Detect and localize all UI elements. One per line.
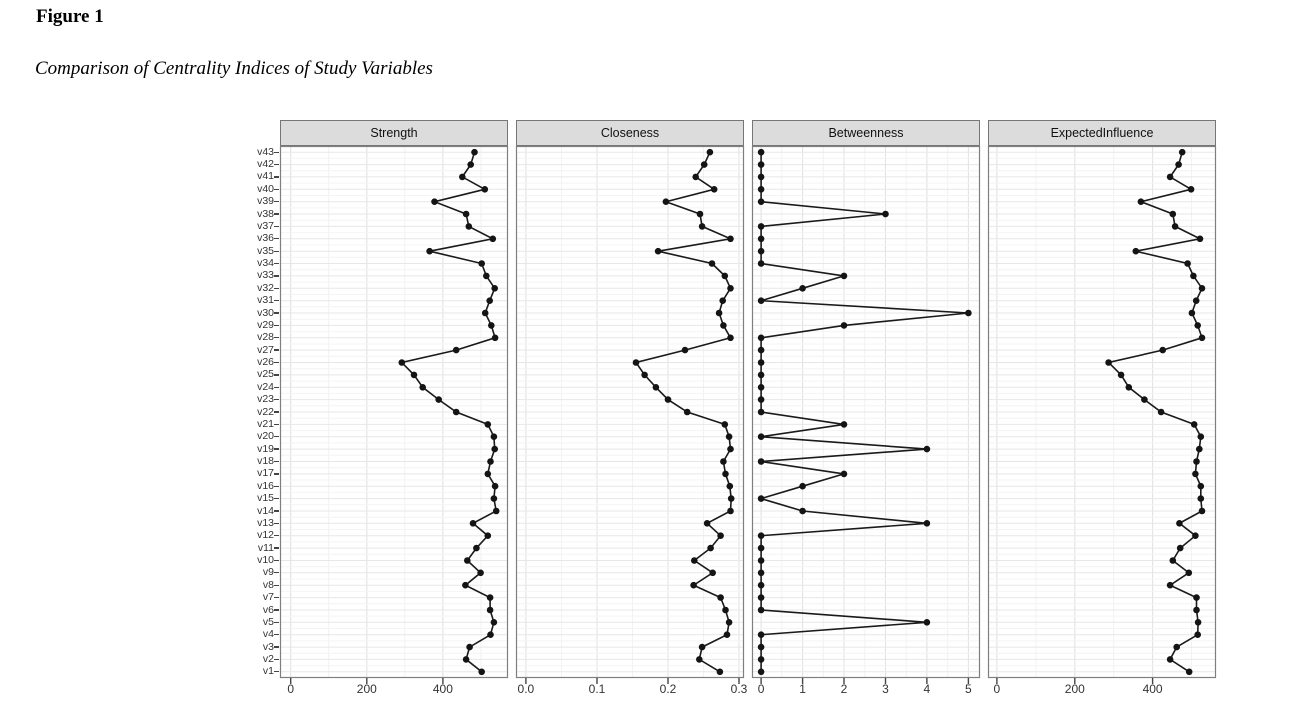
y-axis-tick: [274, 337, 279, 338]
y-axis-label: v8: [262, 578, 274, 591]
data-point-marker: [701, 161, 708, 168]
data-point-marker: [758, 409, 765, 416]
data-point-marker: [758, 198, 765, 205]
data-point-marker: [841, 471, 848, 478]
data-point-marker: [1195, 619, 1202, 626]
y-axis-tick: [274, 399, 279, 400]
y-axis-label: v9: [262, 566, 274, 579]
data-point-marker: [1175, 161, 1182, 168]
y-axis-label: v14: [257, 504, 274, 517]
data-point-marker: [727, 446, 734, 453]
data-point-marker: [485, 532, 492, 539]
y-axis-tick: [274, 424, 279, 425]
data-point-marker: [1126, 384, 1133, 391]
data-point-marker: [758, 248, 765, 255]
y-axis-label: v16: [257, 479, 274, 492]
data-point-marker: [719, 297, 726, 304]
x-axis-tick-label: 400: [432, 682, 453, 696]
data-point-marker: [485, 471, 492, 478]
data-point-marker: [758, 384, 765, 391]
data-point-marker: [682, 347, 689, 354]
y-axis-label: v19: [257, 442, 274, 455]
y-axis-label: v20: [257, 430, 274, 443]
panel-plot-betweenness: [752, 146, 980, 687]
panel-header-betweenness: Betweenness: [752, 120, 980, 146]
data-point-marker: [1192, 471, 1199, 478]
data-point-marker: [1118, 372, 1125, 379]
data-point-marker: [720, 322, 727, 329]
data-point-marker: [758, 223, 765, 230]
y-axis-tick: [274, 473, 279, 474]
data-point-marker: [1194, 631, 1201, 638]
data-point-marker: [758, 570, 765, 577]
data-point-marker: [1177, 545, 1184, 552]
data-point-marker: [1172, 223, 1179, 230]
y-axis-tick: [274, 189, 279, 190]
data-point-marker: [696, 656, 703, 663]
data-point-marker: [1159, 347, 1166, 354]
data-point-marker: [709, 260, 716, 267]
x-axis-tick-label: 0.1: [588, 682, 606, 696]
data-point-marker: [1167, 174, 1174, 181]
y-axis-tick: [274, 201, 279, 202]
y-axis-label: v36: [257, 232, 274, 245]
data-point-marker: [453, 409, 460, 416]
data-point-marker: [1167, 656, 1174, 663]
y-axis-label: v35: [257, 244, 274, 257]
y-axis-label: v5: [262, 615, 274, 628]
data-point-marker: [758, 607, 765, 614]
y-axis-tick: [274, 411, 279, 412]
y-axis-tick: [274, 226, 279, 227]
data-point-marker: [1198, 433, 1205, 440]
data-point-marker: [758, 359, 765, 366]
data-point-marker: [1198, 495, 1205, 502]
y-axis-tick: [274, 251, 279, 252]
data-point-marker: [478, 669, 485, 676]
x-axis-tick-label: 5: [965, 682, 972, 696]
data-point-marker: [924, 446, 931, 453]
y-axis-label: v24: [257, 380, 274, 393]
y-axis-label: v1: [262, 665, 274, 678]
data-point-marker: [1186, 669, 1193, 676]
data-point-marker: [799, 508, 806, 515]
data-point-marker: [478, 260, 485, 267]
y-axis-label: v17: [257, 467, 274, 480]
data-point-marker: [699, 223, 706, 230]
data-point-marker: [716, 310, 723, 317]
y-axis-tick: [274, 461, 279, 462]
data-point-marker: [488, 322, 495, 329]
y-axis-tick: [274, 164, 279, 165]
data-point-marker: [411, 372, 418, 379]
data-point-marker: [1199, 335, 1206, 342]
data-point-marker: [799, 483, 806, 490]
x-axis-tick-label: 1: [799, 682, 806, 696]
data-point-marker: [758, 545, 765, 552]
data-point-marker: [1176, 520, 1183, 527]
data-point-marker: [1191, 421, 1198, 428]
data-point-marker: [758, 186, 765, 193]
data-point-marker: [691, 557, 698, 564]
panel-plot-closeness: [516, 146, 744, 687]
data-point-marker: [487, 594, 494, 601]
y-axis-tick: [274, 275, 279, 276]
y-axis-tick: [274, 448, 279, 449]
data-point-marker: [728, 495, 735, 502]
y-axis-tick: [274, 609, 279, 610]
y-axis-tick: [274, 152, 279, 153]
data-point-marker: [722, 471, 729, 478]
data-point-marker: [1193, 594, 1200, 601]
data-point-marker: [467, 161, 474, 168]
data-point-marker: [697, 211, 704, 218]
data-point-marker: [1179, 149, 1186, 156]
data-point-marker: [1193, 458, 1200, 465]
y-axis-label: v42: [257, 158, 274, 171]
data-point-marker: [758, 669, 765, 676]
y-axis-label: v22: [257, 405, 274, 418]
data-point-marker: [758, 557, 765, 564]
data-point-marker: [727, 236, 734, 243]
data-point-marker: [1188, 186, 1195, 193]
panel-header-expectedinfluence: ExpectedInfluence: [988, 120, 1216, 146]
data-point-marker: [758, 532, 765, 539]
data-point-marker: [491, 446, 498, 453]
data-point-marker: [709, 570, 716, 577]
data-point-marker: [1167, 582, 1174, 589]
y-axis-tick: [274, 523, 279, 524]
y-axis-label: v39: [257, 195, 274, 208]
y-axis-tick: [274, 498, 279, 499]
y-axis-label: v10: [257, 554, 274, 566]
data-point-marker: [690, 582, 697, 589]
panel-header-strength: Strength: [280, 120, 508, 146]
data-point-marker: [1158, 409, 1165, 416]
data-point-marker: [482, 310, 489, 317]
data-point-marker: [463, 656, 470, 663]
data-point-marker: [493, 508, 500, 515]
y-axis-tick: [274, 622, 279, 623]
figure-label: Figure 1: [36, 6, 104, 27]
data-point-marker: [466, 644, 473, 651]
data-point-marker: [492, 483, 499, 490]
y-axis-tick: [274, 486, 279, 487]
data-point-marker: [758, 594, 765, 601]
y-axis-tick: [274, 300, 279, 301]
y-axis-label: v41: [257, 170, 274, 183]
data-point-marker: [704, 520, 711, 527]
data-point-marker: [1189, 310, 1196, 317]
y-axis-label: v34: [257, 257, 274, 269]
data-point-marker: [487, 458, 494, 465]
y-axis-tick: [274, 510, 279, 511]
data-point-marker: [1170, 211, 1177, 218]
data-point-marker: [758, 631, 765, 638]
y-axis-label: v37: [257, 219, 274, 232]
data-point-marker: [1199, 285, 1206, 292]
data-point-marker: [486, 297, 493, 304]
y-axis-tick: [274, 597, 279, 598]
data-point-marker: [473, 545, 480, 552]
data-point-marker: [726, 619, 733, 626]
x-axis-tick-label: 3: [882, 682, 889, 696]
y-axis-tick: [274, 634, 279, 635]
data-point-marker: [924, 520, 931, 527]
data-point-marker: [633, 359, 640, 366]
data-point-marker: [758, 236, 765, 243]
data-point-marker: [758, 656, 765, 663]
data-point-marker: [1184, 260, 1191, 267]
y-axis-label: v6: [262, 603, 274, 616]
data-point-marker: [491, 619, 498, 626]
data-point-marker: [727, 483, 734, 490]
data-point-marker: [491, 285, 498, 292]
data-point-marker: [653, 384, 660, 391]
data-point-marker: [684, 409, 691, 416]
y-axis-label: v38: [257, 207, 274, 220]
y-axis-label: v12: [257, 529, 274, 542]
y-axis-tick: [274, 646, 279, 647]
data-point-marker: [882, 211, 889, 218]
data-point-marker: [1196, 446, 1203, 453]
y-axis-label: v25: [257, 368, 274, 381]
data-point-marker: [487, 631, 494, 638]
y-axis-tick: [274, 176, 279, 177]
data-point-marker: [1197, 236, 1204, 243]
x-axis-tick-label: 200: [1064, 682, 1085, 696]
data-point-marker: [492, 335, 499, 342]
data-point-marker: [663, 198, 670, 205]
data-point-marker: [758, 161, 765, 168]
x-axis-tick-label: 4: [923, 682, 931, 696]
panel-plot-strength: [280, 146, 508, 687]
data-point-marker: [1193, 297, 1200, 304]
data-point-marker: [758, 582, 765, 589]
y-axis-tick: [274, 671, 279, 672]
data-point-marker: [758, 149, 765, 156]
data-point-marker: [1186, 570, 1193, 577]
data-point-marker: [799, 285, 806, 292]
data-point-marker: [1190, 273, 1197, 280]
data-point-marker: [727, 335, 734, 342]
panel-plot-expectedinfluence: [988, 146, 1216, 687]
data-point-marker: [758, 260, 765, 267]
x-axis-tick-label: 200: [356, 682, 377, 696]
y-axis-label: v4: [262, 628, 274, 641]
data-point-marker: [482, 186, 489, 193]
data-point-marker: [1170, 557, 1177, 564]
data-point-marker: [717, 669, 724, 676]
x-axis-tick-label: 0: [287, 682, 295, 696]
data-point-marker: [491, 495, 498, 502]
data-point-marker: [841, 421, 848, 428]
data-point-marker: [470, 520, 477, 527]
y-axis-tick: [274, 585, 279, 586]
data-point-marker: [1194, 322, 1201, 329]
data-point-marker: [758, 335, 765, 342]
y-axis-tick: [274, 349, 279, 350]
y-axis-label: v21: [257, 417, 274, 430]
x-axis-tick-label: 0: [993, 682, 1001, 696]
y-axis-tick: [274, 374, 279, 375]
y-axis-tick: [274, 572, 279, 573]
data-point-marker: [1133, 248, 1140, 255]
data-point-marker: [419, 384, 426, 391]
data-point-marker: [724, 631, 731, 638]
y-axis-tick: [274, 213, 279, 214]
y-axis-tick: [274, 387, 279, 388]
data-point-marker: [459, 174, 466, 181]
x-axis-tick-label: 0: [757, 682, 765, 696]
y-axis-label: v27: [257, 343, 274, 356]
data-point-marker: [1199, 508, 1206, 515]
y-axis-label: v26: [257, 356, 274, 368]
data-point-marker: [491, 433, 498, 440]
data-point-marker: [665, 396, 672, 403]
data-point-marker: [717, 532, 724, 539]
data-point-marker: [758, 458, 765, 465]
data-point-marker: [399, 359, 406, 366]
data-point-marker: [431, 198, 438, 205]
y-axis-label: v18: [257, 455, 274, 467]
y-axis-tick: [274, 535, 279, 536]
panel-header-closeness: Closeness: [516, 120, 744, 146]
data-point-marker: [965, 310, 972, 317]
data-point-marker: [722, 607, 729, 614]
data-point-marker: [487, 607, 494, 614]
data-point-marker: [720, 458, 727, 465]
data-point-marker: [1192, 532, 1199, 539]
y-axis-tick: [274, 560, 279, 561]
y-axis-tick: [274, 362, 279, 363]
data-point-marker: [453, 347, 460, 354]
y-axis-label: v2: [262, 652, 274, 665]
y-axis-label: v7: [262, 591, 274, 604]
data-point-marker: [758, 644, 765, 651]
data-point-marker: [485, 421, 492, 428]
y-axis-label: v33: [257, 269, 274, 282]
data-point-marker: [655, 248, 662, 255]
data-point-marker: [924, 619, 931, 626]
y-axis-tick: [274, 238, 279, 239]
data-point-marker: [464, 557, 471, 564]
data-point-marker: [1173, 644, 1180, 651]
data-point-marker: [426, 248, 433, 255]
data-point-marker: [471, 149, 478, 156]
data-point-marker: [1193, 607, 1200, 614]
data-point-marker: [707, 149, 714, 156]
data-point-marker: [758, 433, 765, 440]
data-point-marker: [758, 495, 765, 502]
y-axis-tick: [274, 263, 279, 264]
y-axis-tick: [274, 288, 279, 289]
x-axis-tick-label: 0.3: [730, 682, 748, 696]
data-point-marker: [466, 223, 473, 230]
x-axis-tick-label: 400: [1142, 682, 1163, 696]
data-point-marker: [462, 582, 469, 589]
y-axis-tick: [274, 325, 279, 326]
data-point-marker: [758, 174, 765, 181]
data-point-marker: [1141, 396, 1148, 403]
data-point-marker: [435, 396, 442, 403]
data-point-marker: [1198, 483, 1205, 490]
x-axis-tick-label: 0.0: [517, 682, 535, 696]
data-point-marker: [726, 433, 733, 440]
data-point-marker: [758, 396, 765, 403]
y-axis-tick: [274, 312, 279, 313]
data-point-marker: [490, 236, 497, 243]
y-axis-label: v11: [257, 541, 274, 554]
data-point-marker: [841, 273, 848, 280]
data-point-marker: [692, 174, 699, 181]
y-axis-label: v13: [257, 516, 274, 529]
data-point-marker: [727, 285, 734, 292]
data-point-marker: [722, 421, 729, 428]
data-point-marker: [1105, 359, 1112, 366]
data-point-marker: [722, 273, 729, 280]
data-point-marker: [699, 644, 706, 651]
y-axis-label: v29: [257, 318, 274, 331]
y-axis-label: v28: [257, 331, 274, 344]
data-point-marker: [717, 594, 724, 601]
y-axis-label: v31: [257, 294, 274, 307]
x-axis-tick-label: 0.2: [659, 682, 677, 696]
y-axis-label: v40: [257, 182, 274, 195]
data-point-marker: [758, 372, 765, 379]
data-point-marker: [758, 297, 765, 304]
y-axis-label: v15: [257, 492, 274, 505]
figure-caption: Comparison of Centrality Indices of Study Variables: [35, 58, 433, 79]
data-point-marker: [1138, 198, 1145, 205]
data-point-marker: [727, 508, 734, 515]
data-point-marker: [483, 273, 490, 280]
data-point-marker: [641, 372, 648, 379]
y-axis-label: v3: [262, 640, 274, 653]
y-axis-label: v30: [257, 306, 274, 319]
y-axis-tick: [274, 547, 279, 548]
data-point-marker: [463, 211, 470, 218]
data-point-marker: [758, 347, 765, 354]
y-axis-label: v23: [257, 393, 274, 406]
data-point-marker: [841, 322, 848, 329]
data-point-marker: [707, 545, 714, 552]
y-axis-tick: [274, 436, 279, 437]
x-axis-tick-label: 2: [840, 682, 848, 696]
y-axis-label: v43: [257, 145, 274, 158]
y-axis-tick: [274, 659, 279, 660]
y-axis-label: v32: [257, 281, 274, 294]
data-point-marker: [711, 186, 718, 193]
data-point-marker: [477, 570, 484, 577]
